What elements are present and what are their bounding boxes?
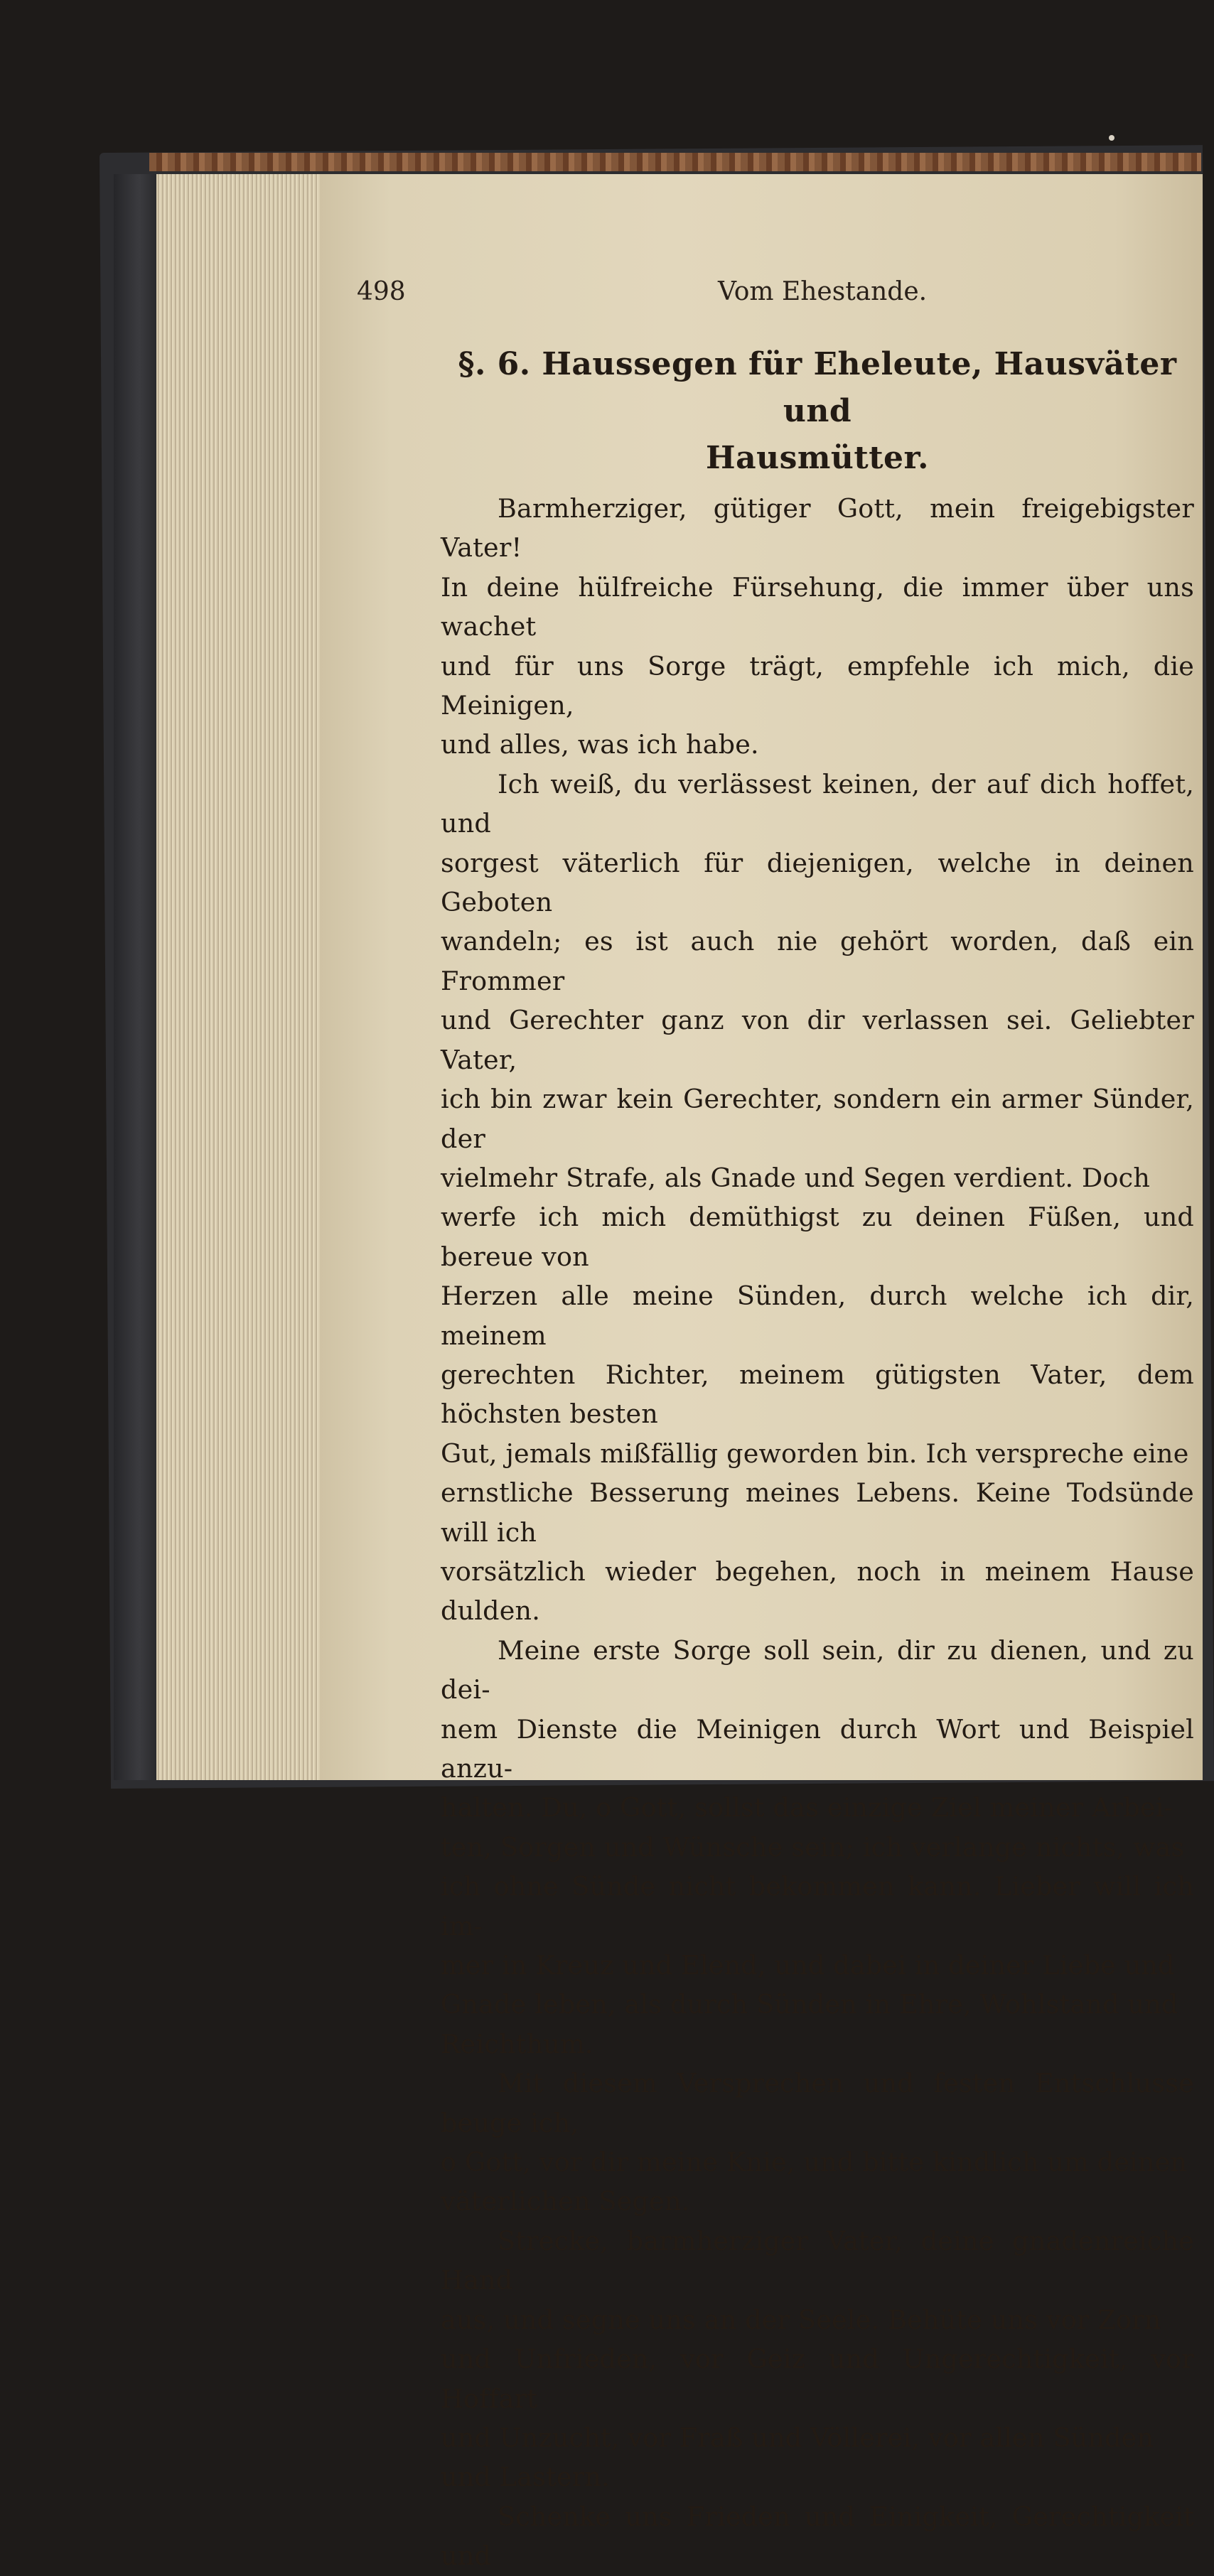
paragraph-4: Mit diesem Versprechen und festen Entschlusse beuge ich, o Gott, vor dir meine Knie, und bitte kindlich um deinen väterlichen Segen.	[441, 2068, 1194, 2217]
page-number: 498	[357, 277, 406, 306]
section-heading: §. 6. Haussegen für Eheleute, Hausväter und Hausmütter.	[458, 346, 1177, 476]
paragraph-5: Strecke, barmherziger Vater, deine gnadenreiche Hand aus, und segne uns an der Seele. Behüte uns vor Zorn und Unfrieden, vor Geiz und Ungerechtigkeit, vor Hoffart und Unzucht, vor Fraß und Völlerei, vor allen Sünden und Lastern.	[441, 2225, 1194, 2493]
book	[100, 153, 1203, 2572]
running-title: Vom Ehestande.	[718, 277, 928, 306]
paragraph-2: Ich weiß, du verlässest keinen, der auf dich hoffet, und sorgest väterlich für diejenigen, welche in deinen Geboten wandeln; es ist auch nie gehört worden, daß ein Frommer und Gerechter ganz von dir verlassen sei. Geliebter Vater, ich bin zwar kein Gerechter, sondern ein armer Sünder, der vielmehr Strafe, als Gnade und Segen verdient. Doch werfe ich mich demüthigst zu deinen Füßen, und bereue von Herzen alle meine Sünden, durch welche ich dir, meinem gerechten Richter, meinem gütigsten Vater, dem höchsten besten Gut, jemals mißfällig geworden bin. Ich verspreche eine ernstliche Besserung meines Lebens. Keine Todsünde will ich vorsätzlich wieder begehen, noch in meinem Hause dulden.	[441, 768, 1194, 1627]
dust-speck	[1109, 135, 1114, 141]
paragraph-6: Schenke uns Frieden und Einigkeit, Gerechtigkeit und	[441, 2501, 1194, 2572]
page-content	[441, 341, 1194, 2576]
paragraph-3: Meine erste Sorge soll sein, dir zu dienen, und zu dei- nem Dienste die Meinigen durch Wort und Beispiel anzu- halten. Du, o Gott, sollst das einzige Ziel meiner Arbei- ten, Sorgen und Wünsche sein; ich verlange nichts, was ich ohne Sünde nicht bekommen kann. Lieber will ich im- mer in Kreuz und Elend, und dabei in deiner Liebe und Gnade leben, als durch Sünden in Ehre, Wohlstand und Reichthum.	[441, 1634, 1194, 2059]
book-page	[320, 174, 1203, 2572]
page-stack-edge	[156, 174, 321, 1780]
book-spine	[114, 174, 156, 1780]
paragraph-1: Barmherziger, gütiger Gott, mein freigebigster Vater! In deine hülfreiche Fürsehung, die immer über uns wachet und für uns Sorge trägt, empfehle ich mich, die Meinigen, und alles, was ich habe.	[441, 493, 1194, 760]
running-head	[320, 277, 1203, 313]
cover-top-edge	[149, 153, 1201, 171]
